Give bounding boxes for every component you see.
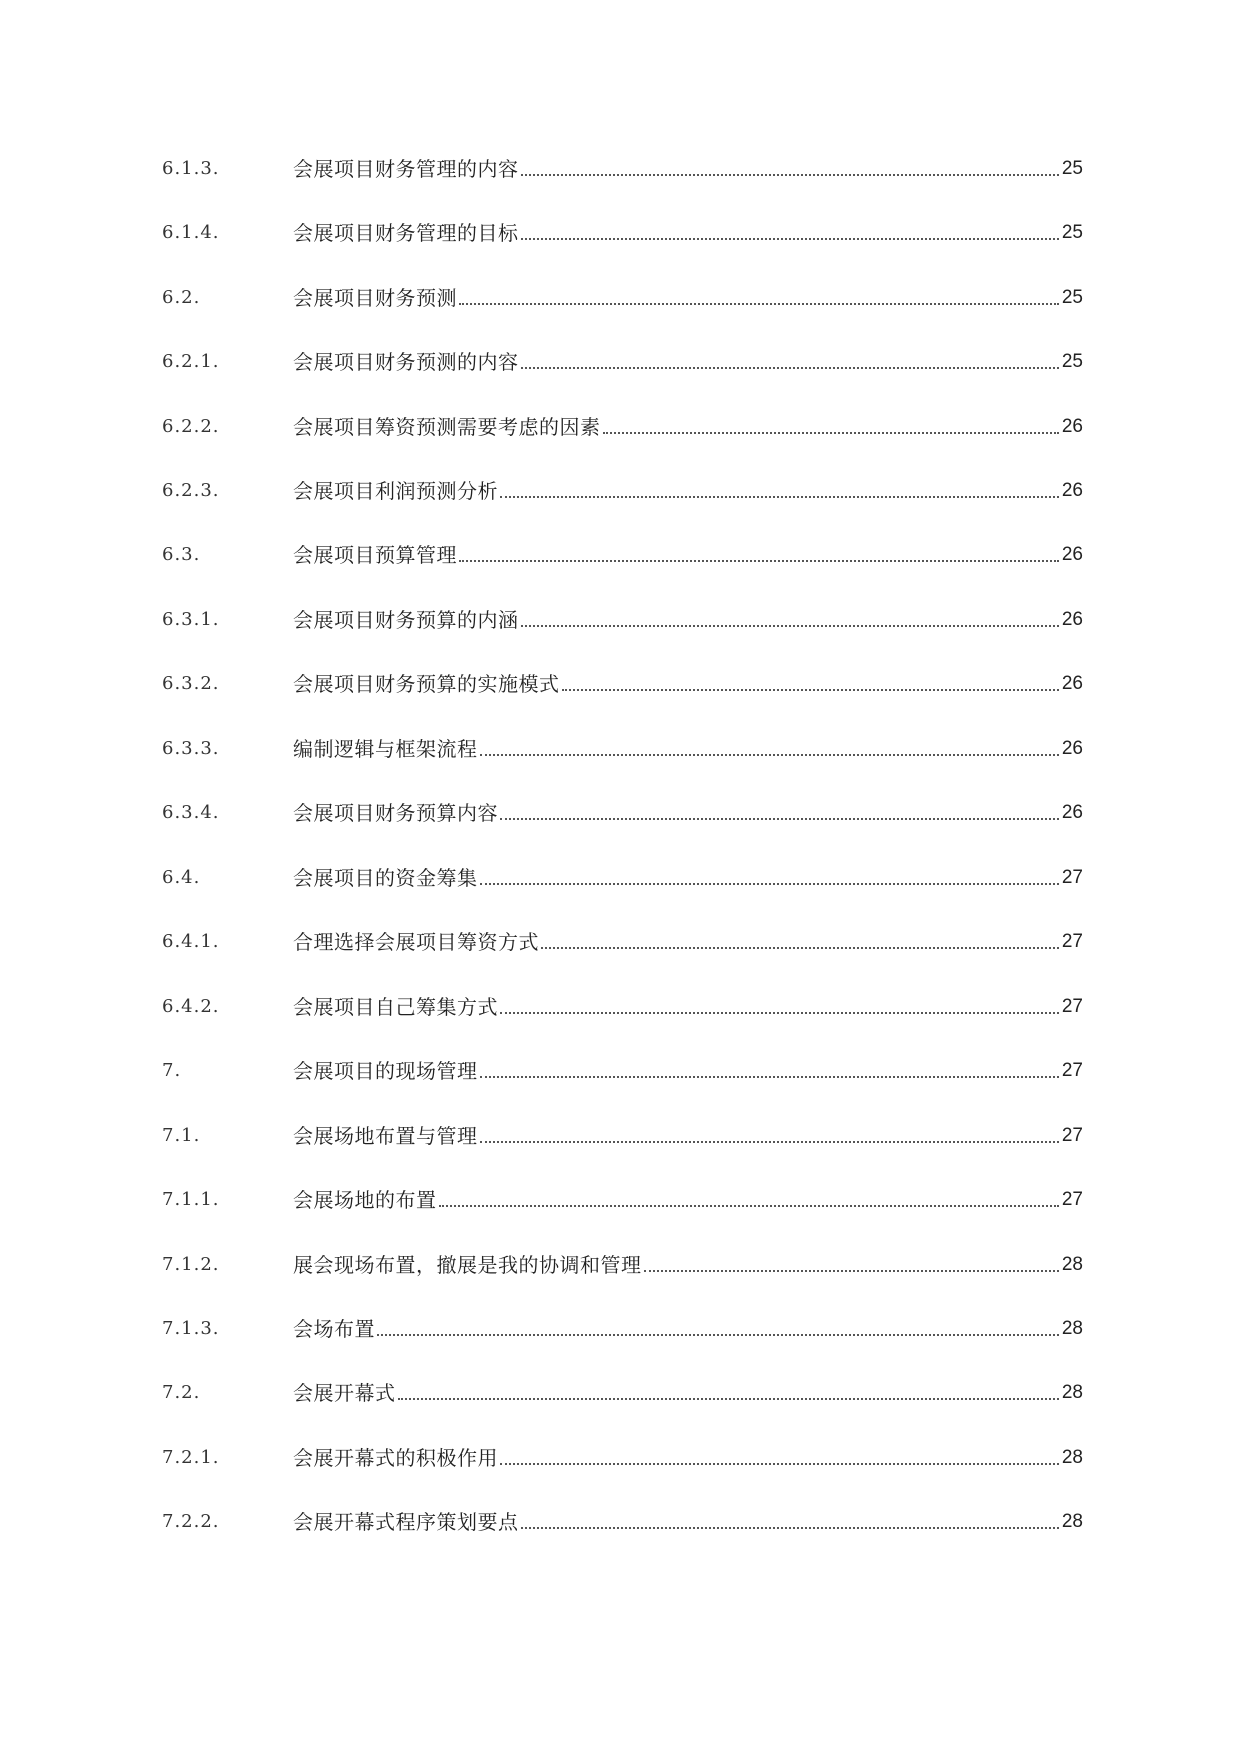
toc-entry[interactable] — [162, 603, 1083, 633]
dot-leader — [459, 560, 1059, 562]
toc-entry-title: 会展项目财务管理的目标 — [293, 221, 519, 245]
toc-entry-page: 27 — [1061, 996, 1083, 1017]
toc-entry-title: 会展项目财务预算的实施模式 — [293, 672, 560, 696]
toc-entry-number: 6.1.4. — [162, 222, 220, 243]
toc-entry[interactable] — [162, 1441, 1083, 1471]
toc-entry-number: 7.1.1. — [162, 1189, 220, 1210]
toc-entry-page: 26 — [1061, 416, 1083, 437]
toc-entry[interactable] — [162, 925, 1083, 955]
toc-entry-number: 6.3. — [162, 544, 201, 565]
toc-entry-title: 会展项目财务预算内容 — [293, 801, 498, 825]
dot-leader — [603, 432, 1059, 434]
toc-entry[interactable] — [162, 667, 1083, 697]
toc-entry-page: 26 — [1061, 673, 1083, 694]
toc-entry-page: 28 — [1061, 1511, 1083, 1532]
toc-entry[interactable] — [162, 410, 1083, 440]
dot-leader — [439, 1205, 1059, 1207]
dot-leader — [500, 818, 1059, 820]
toc-entry-number: 6.2.1. — [162, 351, 220, 372]
toc-entry-number: 6.4.2. — [162, 996, 220, 1017]
toc-entry-page: 26 — [1061, 802, 1083, 823]
toc-entry-page: 27 — [1061, 931, 1083, 952]
toc-entry[interactable] — [162, 1119, 1083, 1149]
toc-entry-page: 27 — [1061, 867, 1083, 888]
toc-entry[interactable] — [162, 732, 1083, 762]
toc-entry-title: 会展项目的现场管理 — [293, 1059, 478, 1083]
dot-leader — [500, 1463, 1059, 1465]
toc-entry[interactable] — [162, 1054, 1083, 1084]
toc-entry-number: 7.1.2. — [162, 1254, 220, 1275]
dot-leader — [521, 174, 1059, 176]
dot-leader — [644, 1270, 1059, 1272]
toc-entry[interactable] — [162, 1505, 1083, 1535]
toc-entry-number: 6.3.3. — [162, 738, 220, 759]
toc-entry-number: 7.2. — [162, 1382, 201, 1403]
toc-entry-page: 28 — [1061, 1318, 1083, 1339]
toc-entry[interactable] — [162, 281, 1083, 311]
toc-entry-page: 28 — [1061, 1382, 1083, 1403]
dot-leader — [480, 1076, 1059, 1078]
toc-entry-page: 27 — [1061, 1125, 1083, 1146]
toc-entry-number: 6.2.2. — [162, 416, 220, 437]
dot-leader — [500, 1012, 1059, 1014]
toc-entry-title: 会场布置 — [293, 1317, 375, 1341]
toc-entry[interactable] — [162, 216, 1083, 246]
toc-entry-number: 7.2.2. — [162, 1511, 220, 1532]
toc-entry-title: 会展项目财务预测 — [293, 286, 457, 310]
toc-entry-title: 展会现场布置，撤展是我的协调和管理 — [293, 1253, 642, 1277]
toc-entry-number: 6.3.1. — [162, 609, 220, 630]
toc-entry-title: 合理选择会展项目筹资方式 — [293, 930, 539, 954]
toc-entry-title: 会展项目财务管理的内容 — [293, 157, 519, 181]
dot-leader — [521, 625, 1059, 627]
toc-entry-page: 27 — [1061, 1060, 1083, 1081]
dot-leader — [480, 754, 1059, 756]
toc-entry-number: 7. — [162, 1060, 182, 1081]
toc-entry-number: 6.4. — [162, 867, 201, 888]
toc-entry-title: 会展项目自己筹集方式 — [293, 995, 498, 1019]
toc-entry-page: 27 — [1061, 1189, 1083, 1210]
toc-entry-page: 28 — [1061, 1447, 1083, 1468]
toc-entry-title: 会展开幕式 — [293, 1381, 396, 1405]
dot-leader — [521, 367, 1059, 369]
toc-entry-number: 7.1.3. — [162, 1318, 220, 1339]
toc-entry-title: 会展项目利润预测分析 — [293, 479, 498, 503]
toc-entry[interactable] — [162, 1183, 1083, 1213]
toc-entry-page: 26 — [1061, 480, 1083, 501]
toc-entry-number: 7.1. — [162, 1125, 201, 1146]
toc-entry-page: 28 — [1061, 1254, 1083, 1275]
toc-entry[interactable] — [162, 345, 1083, 375]
toc-entry[interactable] — [162, 1248, 1083, 1278]
dot-leader — [398, 1398, 1059, 1400]
toc-entry-title: 会展项目预算管理 — [293, 543, 457, 567]
toc-entry-page: 25 — [1061, 351, 1083, 372]
toc-entry-page: 26 — [1061, 738, 1083, 759]
toc-entry-number: 6.1.3. — [162, 158, 220, 179]
toc-entry-title: 编制逻辑与框架流程 — [293, 737, 478, 761]
toc-entry[interactable] — [162, 152, 1083, 182]
toc-entry[interactable] — [162, 538, 1083, 568]
toc-entry[interactable] — [162, 990, 1083, 1020]
toc-entry-title: 会展项目财务预测的内容 — [293, 350, 519, 374]
toc-entry-page: 26 — [1061, 544, 1083, 565]
toc-entry-title: 会展场地布置与管理 — [293, 1124, 478, 1148]
dot-leader — [521, 238, 1059, 240]
dot-leader — [541, 947, 1059, 949]
dot-leader — [459, 303, 1059, 305]
toc-entry-number: 6.4.1. — [162, 931, 220, 952]
toc-entry-title: 会展开幕式的积极作用 — [293, 1446, 498, 1470]
toc-entry-page: 25 — [1061, 158, 1083, 179]
toc-entry-number: 7.2.1. — [162, 1447, 220, 1468]
toc-entry-number: 6.2. — [162, 287, 201, 308]
toc-entry[interactable] — [162, 796, 1083, 826]
toc-entry-page: 25 — [1061, 287, 1083, 308]
dot-leader — [562, 689, 1059, 691]
toc-entry-title: 会展场地的布置 — [293, 1188, 437, 1212]
dot-leader — [500, 496, 1059, 498]
toc-entry-title: 会展开幕式程序策划要点 — [293, 1510, 519, 1534]
toc-entry-title: 会展项目筹资预测需要考虑的因素 — [293, 415, 601, 439]
dot-leader — [521, 1527, 1059, 1529]
dot-leader — [480, 1141, 1059, 1143]
toc-entry-page: 25 — [1061, 222, 1083, 243]
toc-entry[interactable] — [162, 1312, 1083, 1342]
toc-entry[interactable] — [162, 1376, 1083, 1406]
dot-leader — [377, 1334, 1059, 1336]
toc-entry-number: 6.2.3. — [162, 480, 220, 501]
toc-entry-number: 6.3.2. — [162, 673, 220, 694]
toc-entry-title: 会展项目的资金筹集 — [293, 866, 478, 890]
toc-entry-number: 6.3.4. — [162, 802, 220, 823]
toc-entry[interactable] — [162, 861, 1083, 891]
toc-entry-title: 会展项目财务预算的内涵 — [293, 608, 519, 632]
toc-entry-page: 26 — [1061, 609, 1083, 630]
dot-leader — [480, 883, 1059, 885]
toc-entry[interactable] — [162, 474, 1083, 504]
